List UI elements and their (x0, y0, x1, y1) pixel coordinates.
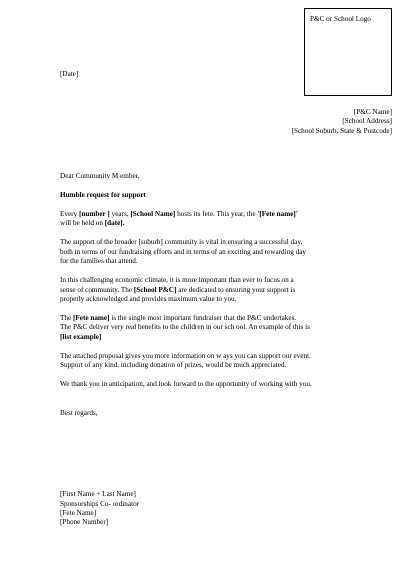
placeholder-school-pc: [School P&C] (133, 285, 177, 294)
paragraph-fundraiser (60, 314, 380, 342)
logo-placeholder (304, 8, 392, 96)
logo-label: P&C or School Logo (310, 15, 371, 23)
signature-line: [Phone Number] (60, 518, 109, 527)
text-line: Support of any kind, including donation of prizes, would be much appreciated. (60, 361, 287, 370)
address-line: [School Suburb, State & Postcode] (291, 126, 392, 135)
signature-line: Sponsorships Co- ordinator (60, 499, 140, 508)
text-line: The attached proposal gives you more information on w ays you can support our event. (60, 351, 311, 360)
salutation: Dear Community M ember, (60, 172, 140, 180)
text-line: In this challenging economic climate, it is more important than ever to focus on a (60, 276, 294, 285)
text-run: will be held on (60, 219, 105, 228)
date-field: [Date] (60, 70, 79, 78)
text-run: The (60, 314, 73, 323)
text-line: The P&C deliver very real benefits to the children in our sch ool. An example of this is (60, 323, 310, 332)
signature-block (60, 490, 380, 528)
paragraph-intro (60, 210, 380, 229)
letter-body (60, 172, 380, 528)
text-run: are dedicated to ensuring your support is (176, 285, 296, 294)
text-line: properly acknowledged and provides maximum value to you. (60, 295, 237, 304)
text-line: The support of the broader [suburb] community is vital in ensuring a successful day, (60, 238, 303, 247)
text-line: for the families that attend. (60, 257, 138, 266)
paragraph-proposal (60, 352, 380, 371)
paragraph-thanks: We thank you in anticipation, and look forward to the opportunity of working with you. (60, 380, 312, 389)
signature-line: [First Name + Last Name] (60, 490, 136, 499)
placeholder-date: [date]. (104, 219, 125, 228)
subject-text: Humble request for support (60, 191, 146, 199)
address-line: [P&C Name] (353, 108, 392, 116)
placeholder-number: [number ] (78, 210, 110, 218)
placeholder-fete-name: '[Fete name]' (257, 210, 298, 218)
text-run: Every (60, 210, 79, 218)
placeholder-fete-name: [Fete name] (72, 314, 110, 323)
sender-address (292, 108, 392, 136)
paragraph-economic (60, 276, 380, 304)
placeholder-school-name: [School Name] (130, 210, 176, 218)
subject-line (60, 191, 380, 200)
text-run: is the single most important fundraiser that the P&C undertakes. (109, 314, 297, 323)
address-line: [School Address] (342, 117, 392, 126)
signature-line: [Fete Name] (60, 509, 97, 518)
text-line: both in terms of our fundraising efforts and in terms of an exciting and rewarding day (60, 247, 306, 256)
text-run: hosts its fete. This year, the (175, 210, 258, 218)
text-run: years, (109, 210, 131, 218)
paragraph-support (60, 238, 380, 266)
text-run: sense of community. The (60, 285, 134, 294)
closing: Best regards, (60, 408, 98, 417)
placeholder-list-example: [list example] (60, 332, 102, 341)
